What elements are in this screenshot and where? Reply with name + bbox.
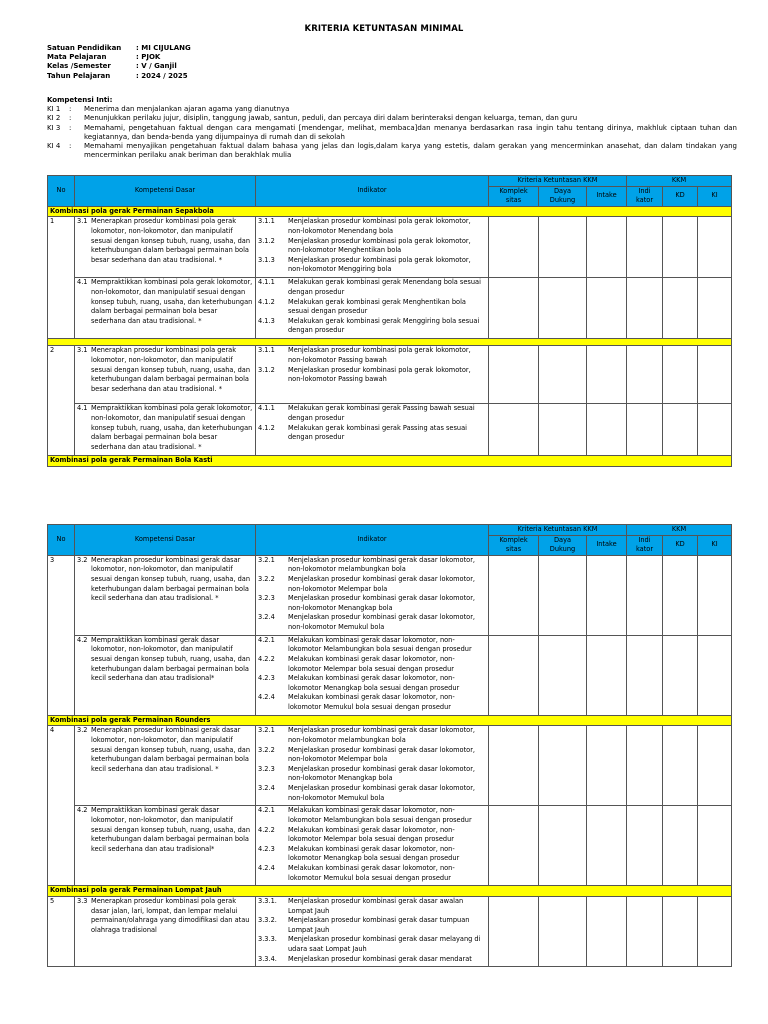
indikator-text: Menjelaskan prosedur kombinasi pola gerak lokomotor, non-lokomotor Menendang bola — [288, 217, 471, 235]
score-cell[interactable] — [587, 806, 627, 886]
page-title: KRITERIA KETUNTASAN MINIMAL — [304, 24, 464, 34]
indikator-text: Menjelaskan prosedur kombinasi pola gerak lokomotor, non-lokomotor Menghentikan bola — [288, 236, 471, 255]
indikator-number: 4.1.1 — [258, 404, 275, 413]
indikator-number: 3.2.2 — [258, 574, 275, 583]
score-cell[interactable] — [587, 555, 627, 635]
score-cell[interactable] — [698, 635, 732, 715]
indikator-item — [258, 424, 486, 443]
kd-cell — [75, 217, 256, 278]
ki-text: Menunjukkan perilaku jujur, disiplin, tanggung jawab, santun, peduli, dan percaya diri dalam berinteraksi dengan keluarga, teman, dan guru — [84, 114, 578, 123]
indikator-text: Melakukan gerak kombinasi gerak Passing bawah sesuai dengan prosedur — [288, 404, 475, 422]
kd-cell — [75, 555, 256, 635]
score-cell[interactable] — [698, 806, 732, 886]
indikator-text: Melakukan kombinasi gerak dasar lokomotor, non-lokomotor Melempar bola sesuai dengan prosedur — [288, 654, 455, 673]
indikator-item — [258, 806, 486, 825]
indikator-item — [258, 655, 486, 674]
indikator-item — [258, 346, 486, 365]
indikator-cell — [256, 217, 489, 278]
indikator-text: Menjelaskan prosedur kombinasi gerak dasar lokomotor, non-lokomotor Menangkap bola — [288, 594, 476, 612]
row-number: 5 — [48, 896, 75, 966]
indikator-item — [258, 693, 486, 712]
indikator-number: 4.1.1 — [258, 278, 275, 287]
score-cell[interactable] — [587, 896, 627, 966]
kd-number: 4.2 — [77, 635, 88, 644]
score-cell[interactable] — [627, 726, 663, 806]
indikator-text: Melakukan kombinasi gerak dasar lokomotor, non-lokomotor Menangkap bola sesuai dengan prosedur — [288, 674, 460, 692]
ki-text: Menerima dan menjalankan ajaran agama yang dianutnya — [84, 105, 290, 114]
kd-text: Menerapkan prosedur kombinasi pola gerak lokomotor, non-lokomotor, dan manipulatif sesuai dengan konsep tubuh, ruang, usaha, dan keterhubungan dalam berbagai permainan bola besar sederhana dan atau tradisional. * — [91, 217, 251, 264]
section-title: Kombinasi pola gerak Permainan Bola Kasti — [48, 456, 732, 467]
header-col-ki: KI — [698, 186, 732, 206]
indikator-number: 4.2.1 — [258, 806, 275, 815]
indikator-cell — [256, 278, 489, 339]
score-cell[interactable] — [539, 346, 587, 404]
indikator-number: 4.2.3 — [258, 844, 275, 853]
indikator-number: 4.1.2 — [258, 297, 275, 306]
header-no: No — [48, 176, 75, 207]
indikator-number: 3.1.3 — [258, 255, 275, 264]
kd-cell — [75, 278, 256, 339]
score-cell[interactable] — [663, 635, 698, 715]
indikator-number: 3.2.1 — [258, 726, 275, 735]
score-cell[interactable] — [539, 896, 587, 966]
header-daya-dukung: Daya Dukung — [539, 535, 587, 555]
score-cell[interactable] — [539, 635, 587, 715]
score-cell[interactable] — [489, 404, 539, 456]
indikator-text: Menjelaskan prosedur kombinasi pola gerak lokomotor, non-lokomotor Passing bawah — [288, 365, 471, 384]
indikator-item — [258, 826, 486, 845]
kd-cell — [75, 896, 256, 966]
kd-cell — [75, 346, 256, 404]
kd-number: 4.1 — [77, 404, 88, 413]
row-number: 1 — [48, 217, 75, 339]
indikator-item — [258, 613, 486, 632]
indikator-item — [258, 636, 486, 655]
table-row — [48, 346, 732, 404]
kd-cell — [75, 806, 256, 886]
score-cell[interactable] — [698, 404, 732, 456]
info-label: Kelas /Semester — [47, 62, 111, 71]
indikator-text: Menjelaskan prosedur kombinasi gerak dasar lokomotor, non-lokomotor melambungkan bola — [288, 726, 476, 744]
indikator-cell — [256, 726, 489, 806]
row-number: 4 — [48, 726, 75, 886]
indikator-number: 3.2.4 — [258, 613, 275, 622]
header-kompetensi-dasar: Kompetensi Dasar — [75, 176, 256, 207]
header-kriteria: Kriteria Ketuntasan KKM — [489, 176, 627, 187]
header-kompetensi-dasar: Kompetensi Dasar — [75, 525, 256, 556]
info-value: : V / Ganjil — [136, 62, 177, 71]
header-indikator: Indikator — [256, 176, 489, 207]
ki-code: KI 2 — [47, 114, 61, 123]
kd-cell — [75, 635, 256, 715]
indikator-number: 3.2.1 — [258, 555, 275, 564]
indikator-number: 4.2.4 — [258, 693, 275, 702]
indikator-text: Melakukan kombinasi gerak dasar lokomotor, non-lokomotor Melempar bola sesuai dengan prosedur — [288, 825, 455, 844]
ki-row — [47, 124, 737, 142]
indikator-text: Menjelaskan prosedur kombinasi gerak dasar lokomotor, non-lokomotor Melempar bola — [288, 574, 476, 593]
indikator-cell — [256, 346, 489, 404]
score-cell[interactable] — [587, 278, 627, 339]
header-kriteria: Kriteria Ketuntasan KKM — [489, 525, 627, 536]
ki-text: Memahami, pengetahuan faktual dengan cara mengamati [mendengar, melihat, membaca]dan menanya berdasarkan rasa ingin tahu tentang dirinya, makhluk ciptaan tuhan dan kegiatannya, dan benda-benda yang dijumpainya di rumah dan di sekolah — [84, 123, 737, 141]
indikator-cell — [256, 635, 489, 715]
score-cell[interactable] — [627, 896, 663, 966]
header-col-ki: KI — [698, 535, 732, 555]
indikator-cell — [256, 404, 489, 456]
indikator-item — [258, 674, 486, 693]
score-cell[interactable] — [663, 278, 698, 339]
indikator-item — [258, 765, 486, 784]
kompetensi-inti — [47, 96, 737, 160]
score-cell[interactable] — [698, 726, 732, 806]
indikator-cell — [256, 555, 489, 635]
indikator-cell — [256, 806, 489, 886]
info-row — [47, 62, 191, 71]
score-cell[interactable] — [539, 278, 587, 339]
table-row — [48, 404, 732, 456]
info-label: Tahun Pelajaran — [47, 71, 111, 80]
indikator-number: 3.1.2 — [258, 365, 275, 374]
ki-heading: Kompetensi Inti: — [47, 96, 113, 104]
indikator-text: Menjelaskan prosedur kombinasi gerak dasar melayang di udara saat Lompat Jauh — [288, 935, 481, 953]
section-title: Kombinasi pola gerak Permainan Sepakbola — [48, 206, 732, 217]
indikator-item — [258, 784, 486, 803]
info-label: Satuan Pendidikan — [47, 44, 122, 52]
ki-row — [47, 142, 737, 160]
table-row — [48, 806, 732, 886]
kd-cell — [75, 404, 256, 456]
header-indikator-short: Indi kator — [627, 186, 663, 206]
score-cell[interactable] — [587, 726, 627, 806]
school-info — [47, 44, 191, 81]
indikator-item — [258, 317, 486, 336]
ki-code: KI 4 — [47, 142, 61, 151]
score-cell[interactable] — [539, 217, 587, 278]
score-cell[interactable] — [627, 404, 663, 456]
indikator-number: 4.1.2 — [258, 423, 275, 432]
indikator-item — [258, 746, 486, 765]
score-cell[interactable] — [663, 404, 698, 456]
indikator-item — [258, 404, 486, 423]
indikator-text: Melakukan kombinasi gerak dasar lokomotor, non-lokomotor Melambungkan bola sesuai dengan prosedur — [288, 635, 472, 654]
indikator-text: Melakukan gerak kombinasi gerak Menendang bola sesuai dengan prosedur — [288, 278, 481, 296]
indikator-number: 4.2.4 — [258, 863, 275, 872]
score-cell[interactable] — [627, 278, 663, 339]
kd-text: Menerapkan prosedur kombinasi gerak dasar lokomotor, non-lokomotor, dan manipulatif sesuai dengan konsep tubuh, ruang, usaha, dan keterhubungan dalam berbagai permainan bola kecil sederhana dan atau tradisional. * — [91, 726, 251, 773]
kd-number: 4.2 — [77, 806, 88, 815]
kd-number: 3.2 — [77, 726, 88, 735]
indikator-number: 3.3.1. — [258, 896, 277, 905]
row-number: 2 — [48, 346, 75, 456]
indikator-text: Menjelaskan prosedur kombinasi gerak dasar lokomotor, non-lokomotor Menangkap bola — [288, 764, 476, 783]
section-row — [48, 715, 732, 726]
section-row — [48, 206, 732, 217]
indikator-item — [258, 366, 486, 385]
kd-number: 3.2 — [77, 555, 88, 564]
score-cell[interactable] — [663, 806, 698, 886]
indikator-text: Melakukan gerak kombinasi gerak Menghentikan bola sesuai dengan prosedur — [288, 297, 466, 316]
score-cell[interactable] — [489, 896, 539, 966]
kd-number: 4.1 — [77, 278, 88, 287]
score-cell[interactable] — [627, 346, 663, 404]
score-cell[interactable] — [663, 217, 698, 278]
table-row — [48, 278, 732, 339]
indikator-number: 3.2.3 — [258, 764, 275, 773]
header-indikator: Indikator — [256, 525, 489, 556]
header-daya-dukung: Daya Dukung — [539, 186, 587, 206]
score-cell[interactable] — [587, 217, 627, 278]
indikator-number: 3.2.4 — [258, 783, 275, 792]
score-cell[interactable] — [627, 217, 663, 278]
header-col-kd: KD — [663, 186, 698, 206]
indikator-text: Melakukan kombinasi gerak dasar lokomotor, non-lokomotor Memukul bola sesuai dengan prosedur — [288, 693, 455, 711]
indikator-text: Melakukan kombinasi gerak dasar lokomotor, non-lokomotor Menangkap bola sesuai dengan prosedur — [288, 844, 460, 863]
indikator-number: 3.2.2 — [258, 745, 275, 754]
table-row — [48, 555, 732, 635]
score-cell[interactable] — [489, 278, 539, 339]
kkm-table-2 — [47, 524, 732, 967]
indikator-number: 3.3.4. — [258, 954, 277, 963]
indikator-item — [258, 955, 486, 965]
kd-number: 3.3 — [77, 896, 88, 905]
score-cell[interactable] — [539, 806, 587, 886]
score-cell[interactable] — [489, 346, 539, 404]
indikator-item — [258, 237, 486, 256]
score-cell[interactable] — [539, 404, 587, 456]
indikator-text: Menjelaskan prosedur kombinasi pola gerak lokomotor, non-lokomotor Passing bawah — [288, 346, 471, 364]
kd-text: Mempraktikkan kombinasi pola gerak lokomotor, non-lokomotor, dan manipulatif sesuai dengan konsep tubuh, ruang, usaha, dan keterhubungan dalam berbagai permainan bola besar sederhana dan atau tradisional. * — [91, 404, 253, 451]
indikator-number: 4.1.3 — [258, 316, 275, 325]
indikator-text: Menjelaskan prosedur kombinasi gerak dasar awalan Lompat Jauh — [288, 896, 464, 915]
header-kkm: KKM — [627, 176, 732, 187]
indikator-number: 3.3.2. — [258, 916, 277, 925]
ki-code: KI 3 — [47, 123, 61, 132]
ki-colon: : — [69, 142, 72, 151]
indikator-text: Melakukan gerak kombinasi gerak Passing atas sesuai dengan prosedur — [288, 423, 467, 442]
score-cell[interactable] — [489, 806, 539, 886]
indikator-text: Menjelaskan prosedur kombinasi gerak dasar lokomotor, non-lokomotor melambungkan bola — [288, 555, 476, 574]
header-indikator-short: Indi kator — [627, 535, 663, 555]
indikator-text: Melakukan kombinasi gerak dasar lokomotor, non-lokomotor Memukul bola sesuai dengan prosedur — [288, 863, 455, 882]
indikator-number: 3.3.3. — [258, 935, 277, 944]
kd-text: Menerapkan prosedur kombinasi gerak dasar lokomotor, non-lokomotor, dan manipulatif sesuai dengan konsep tubuh, ruang, usaha, dan keterhubungan dalam berbagai permainan bola kecil sederhana dan atau tradisional. * — [91, 555, 251, 603]
ki-row — [47, 114, 737, 123]
info-value: : 2024 / 2025 — [136, 71, 188, 80]
indikator-item — [258, 864, 486, 883]
score-cell[interactable] — [627, 806, 663, 886]
indikator-item — [258, 298, 486, 317]
section-row — [48, 886, 732, 897]
header-kompleksitas: Komplek sitas — [489, 186, 539, 206]
table-row — [48, 726, 732, 806]
row-number: 3 — [48, 555, 75, 715]
indikator-text: Menjelaskan prosedur kombinasi gerak dasar lokomotor, non-lokomotor Melempar bola — [288, 745, 476, 764]
indikator-item — [258, 575, 486, 594]
indikator-item — [258, 845, 486, 864]
indikator-text: Melakukan kombinasi gerak dasar lokomotor, non-lokomotor Melambungkan bola sesuai dengan prosedur — [288, 806, 472, 824]
score-cell[interactable] — [663, 896, 698, 966]
score-cell[interactable] — [627, 635, 663, 715]
header-col-kd: KD — [663, 535, 698, 555]
kd-text: Mempraktikkan kombinasi gerak dasar lokomotor, non-lokomotor, dan manipulatif sesuai dengan konsep tubuh, ruang, usaha, dan keterhubungan dalam berbagai permainan bola kecil sederhana dan atau tradisional* — [91, 806, 251, 853]
ki-colon: : — [69, 114, 72, 123]
indikator-item — [258, 556, 486, 575]
indikator-number: 3.2.3 — [258, 594, 275, 603]
score-cell[interactable] — [539, 555, 587, 635]
info-row — [47, 72, 191, 81]
indikator-item — [258, 897, 486, 916]
score-cell[interactable] — [489, 726, 539, 806]
kd-text: Menerapkan prosedur kombinasi pola gerak dasar jalan, lari, lompat, dan lempar melalui permainan/olahraga yang dimodifikasi dan atau olahraga tradisional — [91, 896, 250, 934]
kd-text: Menerapkan prosedur kombinasi pola gerak lokomotor, non-lokomotor, dan manipulatif sesuai dengan konsep tubuh, ruang, usaha, dan keterhubungan dalam berbagai permainan bola besar sederhana dan atau tradisional. * — [91, 346, 251, 393]
header-intake: Intake — [587, 186, 627, 206]
section-title: Kombinasi pola gerak Permainan Lompat Jauh — [48, 886, 732, 897]
indikator-text: Menjelaskan prosedur kombinasi pola gerak lokomotor, non-lokomotor Menggiring bola — [288, 255, 471, 274]
info-value: : PJOK — [136, 53, 161, 62]
indikator-item — [258, 217, 486, 236]
header-intake: Intake — [587, 535, 627, 555]
score-cell[interactable] — [698, 896, 732, 966]
score-cell[interactable] — [698, 217, 732, 278]
indikator-item — [258, 726, 486, 745]
info-value: : MI CIJULANG — [136, 44, 191, 52]
indikator-item — [258, 256, 486, 275]
ki-colon: : — [69, 105, 72, 114]
indikator-number: 4.2.3 — [258, 674, 275, 683]
header-no: No — [48, 525, 75, 556]
score-cell[interactable] — [539, 726, 587, 806]
score-cell[interactable] — [663, 346, 698, 404]
indikator-text: Menjelaskan prosedur kombinasi gerak dasar lokomotor, non-lokomotor Memukul bola — [288, 613, 476, 631]
score-cell[interactable] — [627, 555, 663, 635]
header-kompleksitas: Komplek sitas — [489, 535, 539, 555]
score-cell[interactable] — [587, 635, 627, 715]
kd-number: 3.1 — [77, 346, 88, 355]
indikator-number: 4.2.2 — [258, 654, 275, 663]
indikator-item — [258, 594, 486, 613]
table-row — [48, 896, 732, 966]
indikator-number: 3.1.1 — [258, 346, 275, 355]
indikator-text: Menjelaskan prosedur kombinasi gerak dasar mendarat — [288, 954, 472, 963]
table-row — [48, 217, 732, 278]
indikator-item — [258, 916, 486, 935]
indikator-cell — [256, 896, 489, 966]
score-cell[interactable] — [587, 404, 627, 456]
score-cell[interactable] — [698, 555, 732, 635]
section-title: Kombinasi pola gerak Permainan Rounders — [48, 715, 732, 726]
kd-text: Mempraktikkan kombinasi gerak dasar lokomotor, non-lokomotor, dan manipulatif sesuai dengan konsep tubuh, ruang, usaha, dan keterhubungan dalam berbagai permainan bola kecil sederhana dan atau tradisional* — [91, 635, 251, 683]
score-cell[interactable] — [489, 635, 539, 715]
score-cell[interactable] — [663, 726, 698, 806]
info-row — [47, 44, 191, 53]
section-row — [48, 456, 732, 467]
score-cell[interactable] — [698, 278, 732, 339]
score-cell[interactable] — [587, 346, 627, 404]
ki-text: Memahami menyajikan pengetahuan faktual dalam bahasa yang jelas dan logis,dalam karya yang estetis, dalam gerakan yang mencerminkan anasehat, dan dalam tindakan yang mencerminkan perilaku anak beriman dan berakhlak mulia — [84, 142, 737, 160]
score-cell[interactable] — [489, 217, 539, 278]
kd-number: 3.1 — [77, 217, 88, 226]
table-row — [48, 635, 732, 715]
score-cell[interactable] — [663, 555, 698, 635]
indikator-item — [258, 278, 486, 297]
info-row — [47, 53, 191, 62]
score-cell[interactable] — [489, 555, 539, 635]
kkm-table-1 — [47, 175, 732, 467]
indikator-text: Menjelaskan prosedur kombinasi gerak dasar tumpuan Lompat Jauh — [288, 916, 470, 934]
ki-row — [47, 105, 737, 114]
header-kkm: KKM — [627, 525, 732, 536]
indikator-number: 4.2.2 — [258, 825, 275, 834]
info-label: Mata Pelajaran — [47, 53, 107, 62]
indikator-number: 4.2.1 — [258, 635, 275, 644]
indikator-item — [258, 935, 486, 954]
kd-cell — [75, 726, 256, 806]
spacer-cell — [48, 339, 732, 346]
indikator-number: 3.1.2 — [258, 236, 275, 245]
ki-code: KI 1 — [47, 105, 61, 114]
ki-colon: : — [69, 123, 72, 132]
indikator-text: Melakukan gerak kombinasi gerak Menggiring bola sesuai dengan prosedur — [288, 316, 480, 335]
kd-text: Mempraktikkan kombinasi pola gerak lokomotor, non-lokomotor, dan manipulatif sesuai dengan konsep tubuh, ruang, usaha, dan keterhubungan dalam berbagai permainan bola besar sederhana dan atau tradisional. * — [91, 278, 253, 325]
indikator-text: Menjelaskan prosedur kombinasi gerak dasar lokomotor, non-lokomotor Memukul bola — [288, 783, 476, 802]
score-cell[interactable] — [698, 346, 732, 404]
indikator-number: 3.1.1 — [258, 217, 275, 226]
spacer-row — [48, 339, 732, 346]
